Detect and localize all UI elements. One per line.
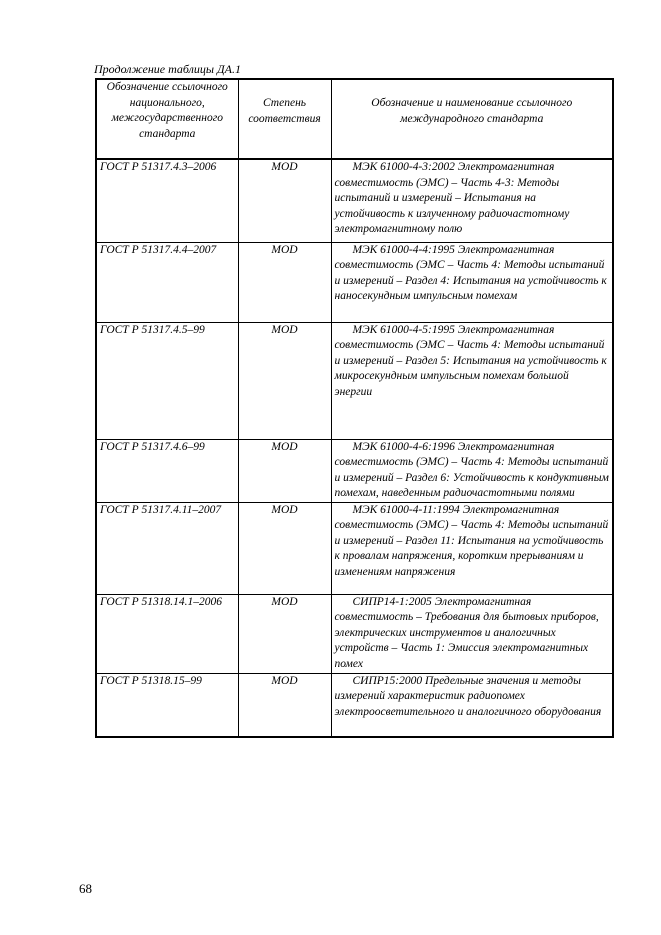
degree-cell: MOD bbox=[238, 673, 331, 737]
table-row bbox=[96, 502, 613, 594]
table-row bbox=[96, 159, 613, 242]
national-standard-cell: ГОСТ Р 51317.4.6–99 bbox=[96, 439, 238, 502]
header-national-standard: Обозначение ссылочного национального, межгосударственного стандарта bbox=[96, 79, 238, 159]
national-standard-cell: ГОСТ Р 51317.4.5–99 bbox=[96, 322, 238, 439]
page-number: 68 bbox=[79, 881, 92, 896]
national-standard-cell: ГОСТ Р 51318.15–99 bbox=[96, 673, 238, 737]
international-standard-cell: МЭК 61000-4-6:1996 Электромагнитная совместимость (ЭМС) – Часть 4: Методы испытаний и измерений – Раздел 6: Устойчивость к кондуктивным помехам, наведенным радиочастотными полями bbox=[331, 439, 613, 502]
degree-cell: MOD bbox=[238, 502, 331, 594]
header-international-standard: Обозначение и наименование ссылочного международного стандарта bbox=[331, 79, 613, 159]
table-row bbox=[96, 322, 613, 439]
reference-standards-table bbox=[95, 78, 614, 738]
national-standard-cell: ГОСТ Р 51317.4.3–2006 bbox=[96, 159, 238, 242]
table-row bbox=[96, 673, 613, 737]
international-standard-cell: СИПР14-1:2005 Электромагнитная совместимость – Требования для бытовых приборов, электрических инструментов и аналогичных устройств – Часть 1: Эмиссия электромагнитных помех bbox=[331, 594, 613, 673]
table-row bbox=[96, 594, 613, 673]
international-standard-cell: МЭК 61000-4-3:2002 Электромагнитная совместимость (ЭМС) – Часть 4-3: Методы испытаний и измерений – Испытания на устойчивость к излученному радиочастотному электромагнитному полю bbox=[331, 159, 613, 242]
international-standard-cell: МЭК 61000-4-5:1995 Электромагнитная совместимость (ЭМС – Часть 4: Методы испытаний и измерений – Раздел 5: Испытания на устойчивость к микросекундным импульсным помехам большой энергии bbox=[331, 322, 613, 439]
header-degree-of-conformity: Степень соответствия bbox=[238, 79, 331, 159]
degree-cell: MOD bbox=[238, 242, 331, 322]
national-standard-cell: ГОСТ Р 51317.4.4–2007 bbox=[96, 242, 238, 322]
national-standard-cell: ГОСТ Р 51317.4.11–2007 bbox=[96, 502, 238, 594]
table-caption: Продолжение таблицы ДА.1 bbox=[94, 62, 241, 76]
national-standard-cell: ГОСТ Р 51318.14.1–2006 bbox=[96, 594, 238, 673]
degree-cell: MOD bbox=[238, 322, 331, 439]
table-row bbox=[96, 439, 613, 502]
international-standard-cell: СИПР15:2000 Предельные значения и методы измерений характеристик радиопомех электроосветительного и аналогичного оборудования bbox=[331, 673, 613, 737]
degree-cell: MOD bbox=[238, 439, 331, 502]
international-standard-cell: МЭК 61000-4-11:1994 Электромагнитная совместимость (ЭМС) – Часть 4: Методы испытаний и измерений – Раздел 11: Испытания на устойчивость к провалам напряжения, коротким прерываниям и изменениям напряжения bbox=[331, 502, 613, 594]
degree-cell: MOD bbox=[238, 594, 331, 673]
table-row bbox=[96, 242, 613, 322]
international-standard-cell: МЭК 61000-4-4:1995 Электромагнитная совместимость (ЭМС – Часть 4: Методы испытаний и измерений – Раздел 4: Испытания на устойчивость к наносекундным импульсным помехам bbox=[331, 242, 613, 322]
degree-cell: MOD bbox=[238, 159, 331, 242]
